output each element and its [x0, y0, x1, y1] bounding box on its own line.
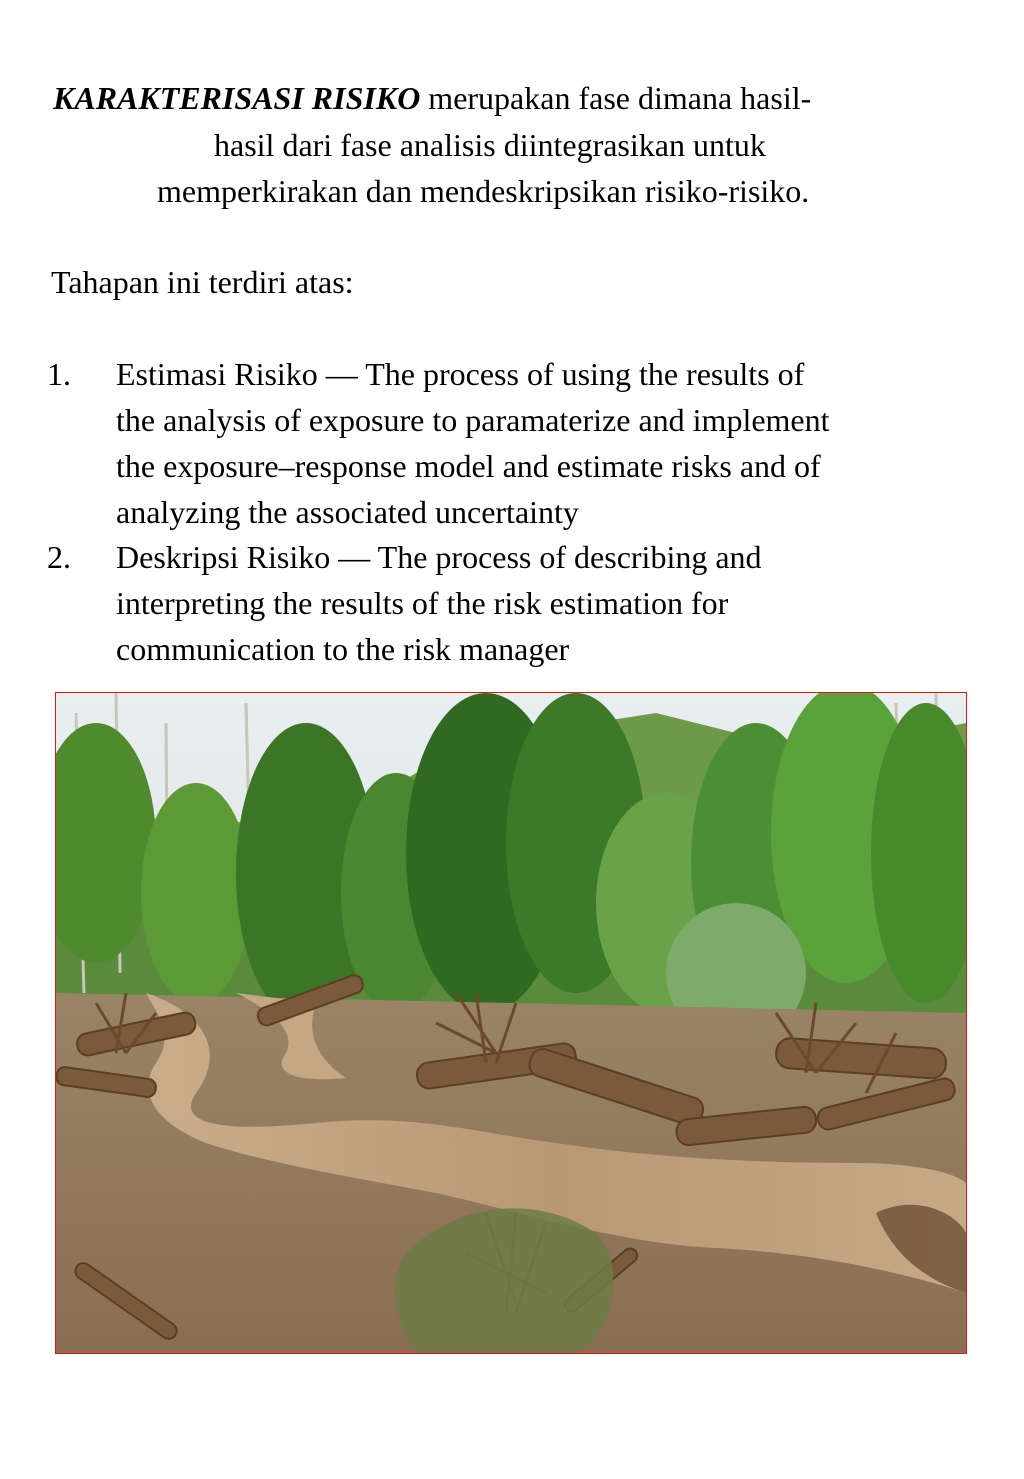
intro-line-2: hasil dari fase analisis diintegrasikan untuk — [214, 127, 766, 163]
stage-1-line-1: Estimasi Risiko — The process of using the results of — [116, 356, 805, 392]
flood-debris-photo — [55, 692, 967, 1354]
intro-line-1-rest: merupakan fase dimana hasil- — [420, 80, 812, 116]
intro-term: KARAKTERISASI RISIKO — [53, 80, 421, 116]
stage-2-line-3: communication to the risk manager — [116, 631, 570, 667]
stage-1-number: 1. — [47, 356, 71, 392]
stage-2-number: 2. — [47, 539, 71, 575]
stage-1-line-2: the analysis of exposure to paramaterize and implement — [116, 402, 830, 438]
stage-2-line-2: interpreting the results of the risk estimation for — [116, 585, 729, 621]
stage-1-line-3: the exposure–response model and estimate risks and of — [116, 448, 821, 484]
stages-heading: Tahapan ini terdiri atas: — [51, 264, 354, 300]
intro-line-3: memperkirakan dan mendeskripsikan risiko-risiko. — [157, 173, 810, 209]
flood-debris-illustration — [56, 693, 966, 1353]
stage-1-line-4: analyzing the associated uncertainty — [116, 494, 579, 530]
stage-2-line-1: Deskripsi Risiko — The process of describing and — [116, 539, 762, 575]
intro-line-1 — [53, 75, 811, 121]
